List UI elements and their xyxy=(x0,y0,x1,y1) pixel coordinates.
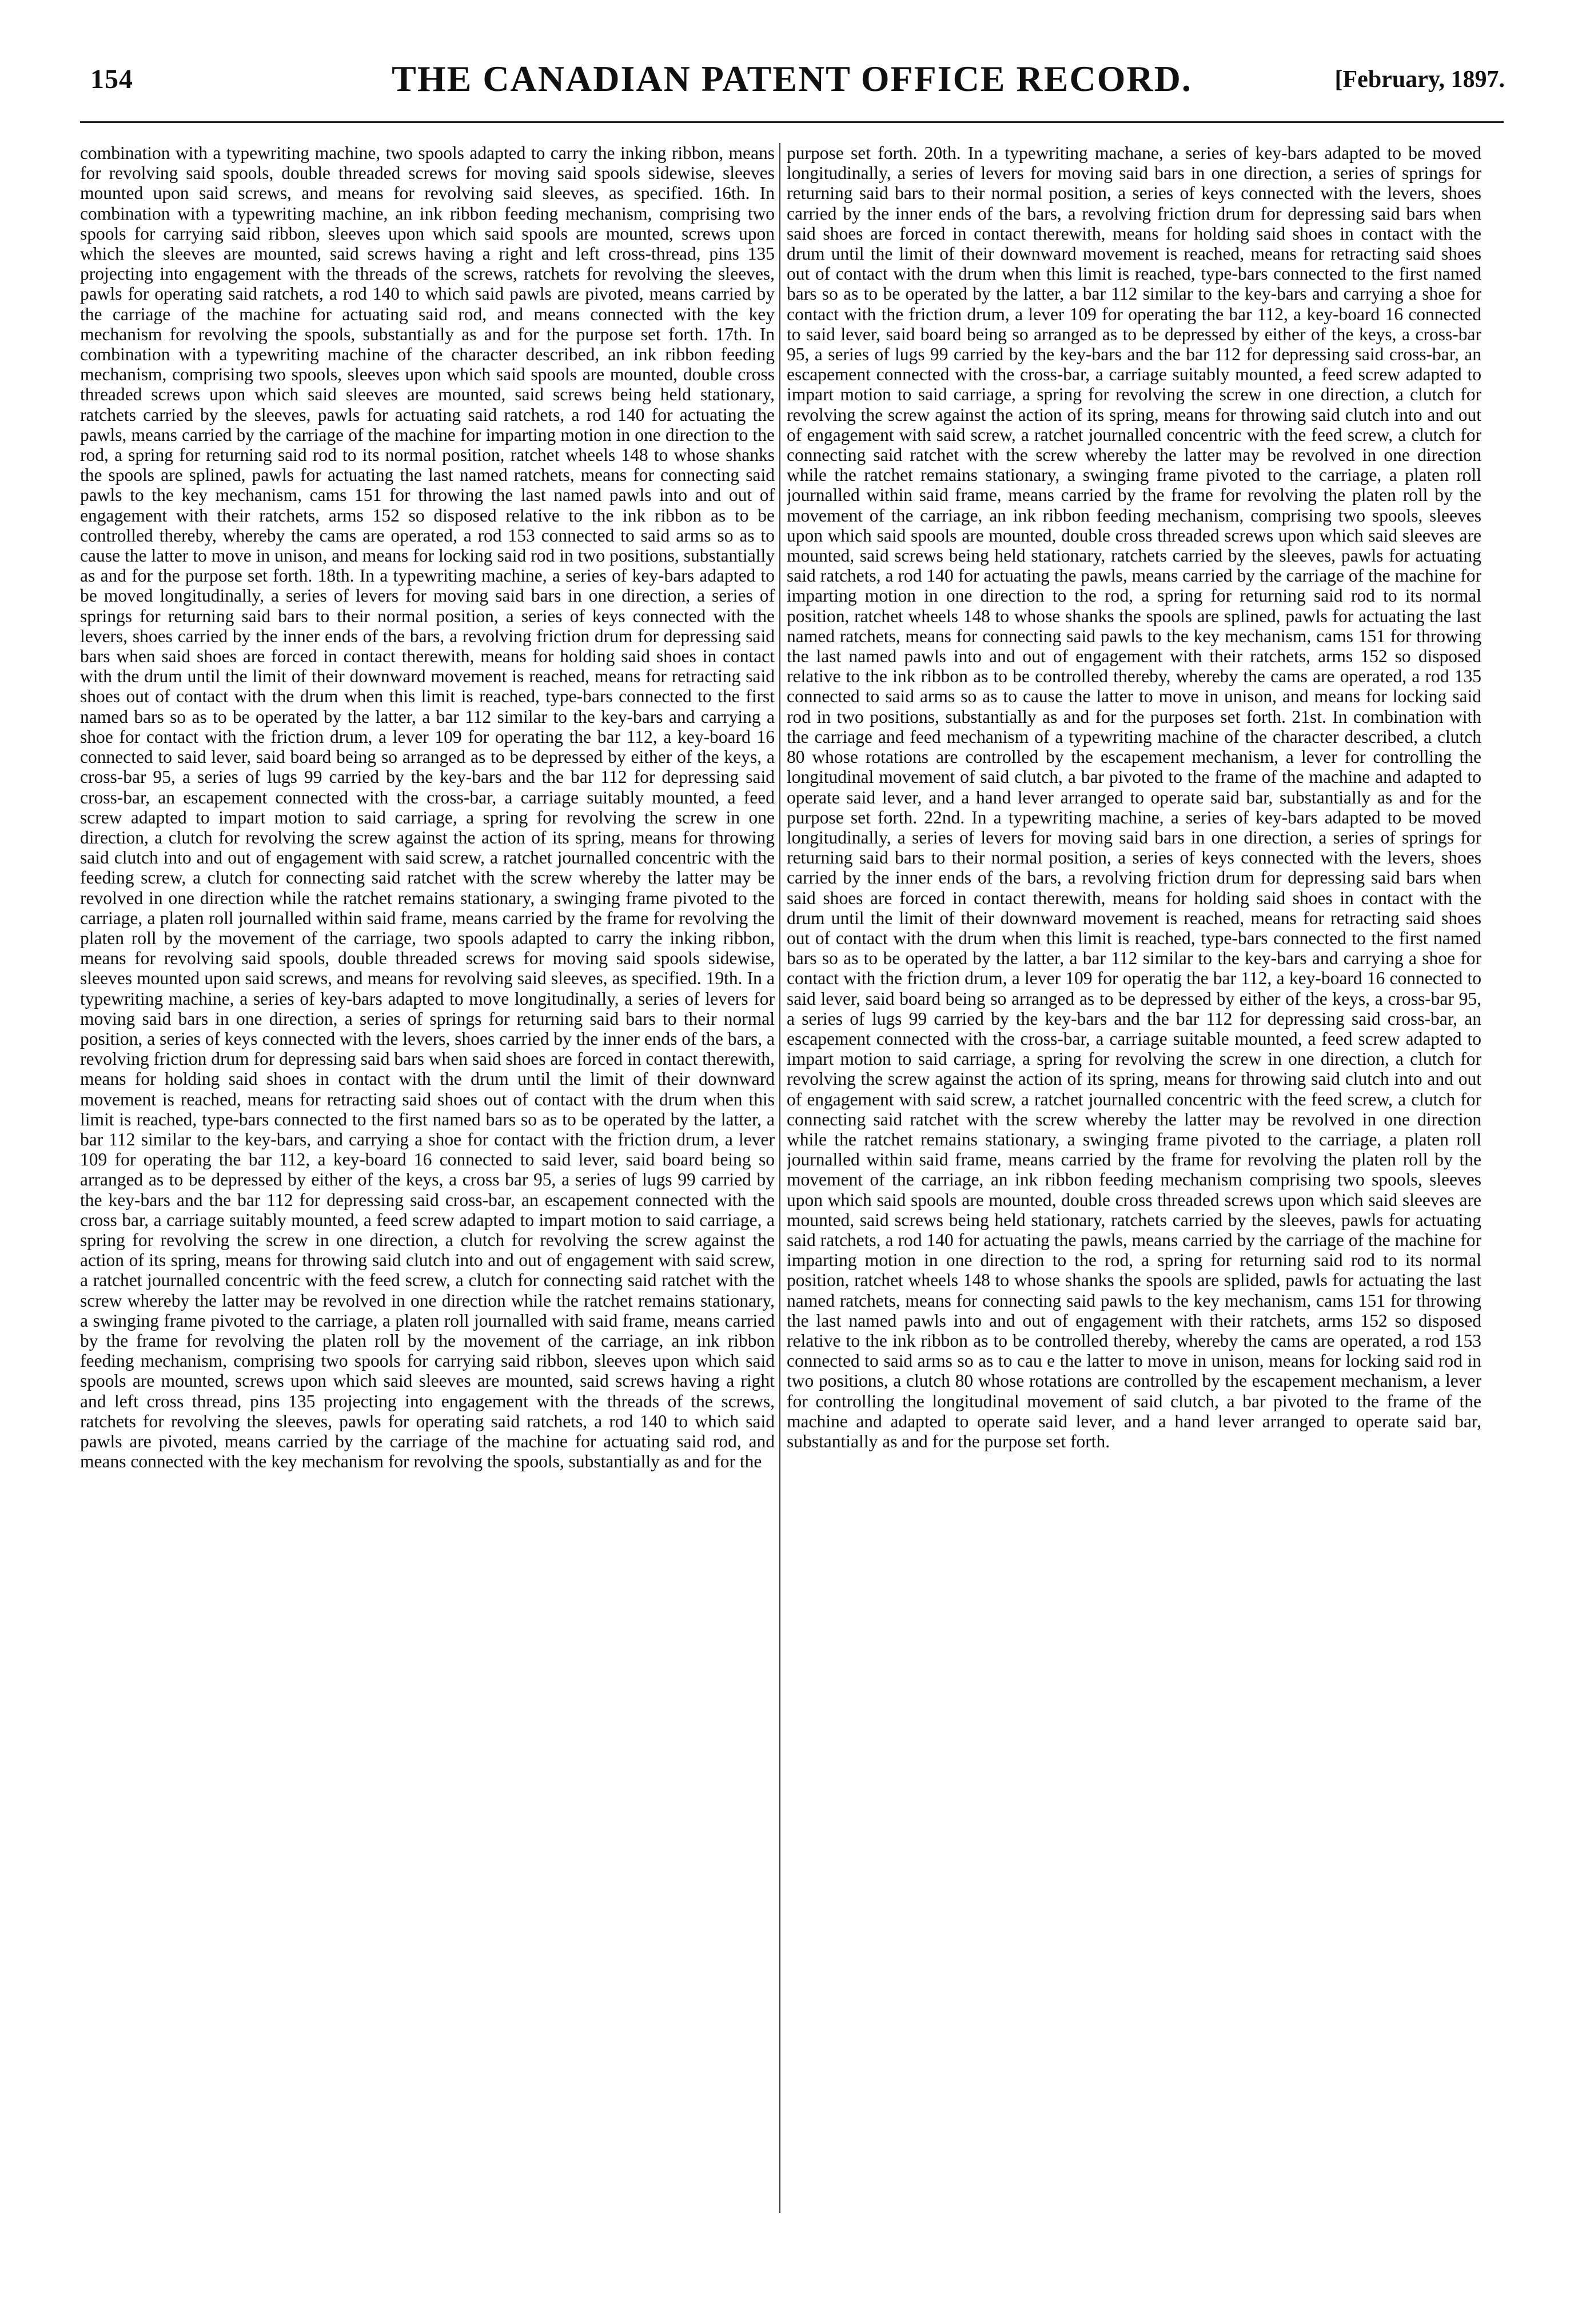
page-header xyxy=(74,54,1509,112)
issue-date: [February, 1897. xyxy=(1334,66,1505,93)
right-column xyxy=(787,143,1481,2219)
left-column xyxy=(80,143,775,2219)
column-divider xyxy=(779,143,780,2213)
right-column-text: purpose set forth. 20th. In a typewriting machane, a series of key-bars adapted to be moved longitudinally, a series of levers for moving said bars in one direction, a series of springs for returning said bars to their normal position, a series of keys connected with the levers, shoes carried by the inner ends of the bars, a revolving friction drum for depressing said bars when said shoes are forced in contact therewith, means for holding said shoes in contact with the drum until the limit of their downward movement is reached, means for retracting said shoes out of contact with the drum when this limit is reached, type-bars connected to the first named bars so as to be operated by the latter, a bar 112 similar to the key-bars and carrying a shoe for contact with the friction drum, a lever 109 for operating the bar 112, a key-board 16 connected to said lever, said board being so arranged as to be depressed by either of the keys, a cross-bar 95, a series of lugs 99 carried by the key-bars and the bar 112 for depressing said cross-bar, an escapement connected with the cross-bar, a carriage suitably mounted, a feed screw adapted to impart motion to said carriage, a spring for revolving the screw in one direction, a clutch for revolving the screw against the action of its spring, means for throwing said clutch into and out of engagement with said screw, a ratchet journalled concentric with the feed screw, a clutch for connecting said ratchet with the screw whereby the latter may be revolved in one direction while the ratchet remains stationary, a swinging frame pivoted to the carriage, a platen roll journalled within said frame, means carried by the frame for revolving the platen roll by the movement of the carriage, an ink ribbon feeding mechanism, comprising two spools, sleeves upon which said spools are mounted, double cross threaded screws upon which said sleeves are mounted, said screws being held stationary, ratchets carried by the sleeves, pawls for actuating said ratchets, a rod 140 for actuating the pawls, means carried by the carriage of the machine for imparting motion in one direction to the rod, a spring for returning said rod to its normal position, ratchet wheels 148 to whose shanks the spools are splined, pawls for actuating the last named ratchets, means for connecting said pawls to the key mechanism, cams 151 for throwing the last named pawls into and out of engagement with their ratchets, arms 152 so disposed relative to the ink ribbon as to be controlled thereby, whereby the cams are operated, a rod 135 connected to said arms so as to cause the latter to move in unison, and means for locking said rod in two positions, substantially as and for the purposes set forth. 21st. In combination with the carriage and feed mechanism of a typewriting machine of the character described, a clutch 80 whose rotations are controlled by the escapement mechanism, a lever for controlling the longitudinal movement of said clutch, a bar pivoted to the frame of the machine and adapted to operate said lever, and a hand lever arranged to operate said bar, substantially as and for the purpose set forth. 22nd. In a typewriting machine, a series of key-bars adapted to be moved longitudinally, a series of levers for moving said bars in one direction, a series of springs for returning said bars to their normal position, a series of keys connected with the levers, shoes carried by the inner ends of the bars, a revolving friction drum for depressing said bars when said shoes are forced in contact therewith, means for holding said shoes in contact with the drum until the limit of their downward movement is reached, means for retracting said shoes out of contact with the drum when this limit is reached, type-bars connected to the first named bars so as to be operated by the latter, a bar 112 similar to the key-bars and carrying a shoe for contact with the friction drum, a lever 109 for operatig the bar 112, a key-board 16 connected to said lever, said board being so arranged as to be depressed by either of the keys, a cross-bar 95, a series of lugs 99 carried by the key-bars and the bar 112 for depressing said cross-bar, an escapement connected with the cross-bar, a carriage suitable mounted, a feed screw adapted to impart motion to said carriage, a spring for revolving the screw in one direction, a clutch for revolving the screw against the action of its spring, means for throwing said clutch into and out of engagement with said screw, a ratchet journalled concentric with the feed screw, a clutch for connecting said ratchet with the screw whereby the latter may be revolved in one direction while the ratchet remains stationary, a swinging frame pivoted to the carriage, a platen roll journalled within said frame, means carried by the frame for revolving the platen roll by the movement of the carriage, an ink ribbon feeding mechanism comprising two spools, sleeves upon which said spools are mounted, double cross threaded screws upon which said sleeves are mounted, said screws being held stationary, ratchets carried by the sleeves, pawls for actuating said ratchets, a rod 140 for actuating the pawls, means carried by the carriage of the machine for imparting motion in one direction to the rod, a spring for returning said rod to its normal position, ratchet wheels 148 to whose shanks the spools are splided, pawls for actuating the last named ratchets, means for connecting said pawls to the key mechanism, cams 151 for throwing the last named pawls into and out of engagement with their ratchets, arms 152 so disposed relative to the ink ribbon as to be controlled thereby, whereby the cams are operated, a rod 153 connected to said arms so as to cau e the latter to move in unison, means for locking said rod in two positions, a clutch 80 whose rotations are controlled by the escapement mechanism, a lever for controlling the longitudinal movement of said clutch, a bar pivoted to the frame of the machine and adapted to operate said lever, and a hand lever arranged to operate said bar, substantially as and for the purpose set forth. xyxy=(787,143,1481,1451)
header-rule xyxy=(80,121,1504,123)
left-column-text: combination with a typewriting machine, two spools adapted to carry the inking ribbon, means for revolving said spools, double threaded screws for moving said spools sidewise, sleeves mounted upon said screws, and means for revolving said sleeves, as specified. 16th. In combination with a typewriting machine, an ink ribbon feeding mechanism, comprising two spools for carrying said ribbon, sleeves upon which said spools are mounted, screws upon which the sleeves are mounted, said screws having a right and left cross-thread, pins 135 projecting into engagement with the threads of the screws, ratchets for revolving the sleeves, pawls for operating said ratchets, a rod 140 to which said pawls are pivoted, means carried by the carriage of the machine for actuating said rod, and means connected with the key mechanism for revolving the spools, substantially as and for the purpose set forth. 17th. In combination with a typewriting machine of the character described, an ink ribbon feeding mechanism, comprising two spools, sleeves upon which said spools are mounted, double cross threaded screws upon which said sleeves are mounted, said screws being held stationary, ratchets carried by the sleeves, pawls for actuating said ratchets, a rod 140 for actuating the pawls, means carried by the carriage of the machine for imparting motion in one direction to the rod, a spring for returning said rod to its normal position, ratchet wheels 148 to whose shanks the spools are splined, pawls for actuating the last named ratchets, means for connecting said pawls to the key mechanism, cams 151 for throwing the last named pawls into and out of engagement with their ratchets, arms 152 so disposed relative to the ink ribbon as to be controlled thereby, whereby the cams are operated, a rod 153 connected to said arms so as to cause the latter to move in unison, and means for locking said rod in two positions, substantially as and for the purpose set forth. 18th. In a typewriting machine, a series of key-bars adapted to be moved longitudinally, a series of levers for moving said bars in one direction, a series of springs for returning said bars to their normal position, a series of keys connected with the levers, shoes carried by the inner ends of the bars, a revolving friction drum for depressing said bars when said shoes are forced in contact therewith, means for holding said shoes in contact with the drum until the limit of their downward movement is reached, means for retracting said shoes out of contact with the drum when this limit is reached, type-bars connected to the first named bars so as to be operated by the latter, a bar 112 similar to the key-bars and carrying a shoe for contact with the friction drum, a lever 109 for operating the bar 112, a key-board 16 connected to said lever, said board being so arranged as to be depressed by either of the keys, a cross-bar 95, a series of lugs 99 carried by the key-bars and the bar 112 for depressing said cross-bar, an escapement connected with the cross-bar, a carriage suitably mounted, a feed screw adapted to impart motion to said carriage, a spring for revolving the screw in one direction, a clutch for revolving the screw against the action of its spring, means for throwing said clutch into and out of engagement with said screw, a ratchet journalled concentric with the feeding screw, a clutch for connecting said ratchet with the screw whereby the latter may be revolved in one direction while the ratchet remains stationary, a swinging frame pivoted to the carriage, a platen roll journalled within said frame, means carried by the frame for revolving the platen roll by the movement of the carriage, two spools adapted to carry the inking ribbon, means for revolving said spools, double threaded screws for moving said spools sidewise, sleeves mounted upon said screws, and means for revolving said sleeves, as specified. 19th. In a typewriting machine, a series of key-bars adapted to move longitudinally, a series of levers for moving said bars in one direction, a series of springs for returning said bars to their normal position, a series of keys connected with the levers, shoes carried by the inner ends of the bars, a revolving friction drum for depressing said bars when said shoes are forced in contact therewith, means for holding said shoes in contact with the drum until the limit of their downward movement is reached, means for retracting said shoes out of contact with the drum when this limit is reached, type-bars connected to the first named bars so as to be operated by the latter, a bar 112 similar to the key-bars, and carrying a shoe for contact with the friction drum, a lever 109 for operating the bar 112, a key-board 16 connected to said lever, said board being so arranged as to be depressed by either of the keys, a cross bar 95, a series of lugs 99 carried by the key-bars and the bar 112 for depressing said cross-bar, an escapement connected with the cross bar, a carriage suitably mounted, a feed screw adapted to impart motion to said carriage, a spring for revolving the screw in one direction, a clutch for revolving the screw against the action of its spring, means for throwing said clutch into and out of engagement with said screw, a ratchet journalled concentric with the feed screw, a clutch for connecting said ratchet with the screw whereby the latter may be revolved in one direction while the ratchet remains stationary, a swinging frame pivoted to the carriage, a platen roll journalled with said frame, means carried by the frame for revolving the platen roll by the movement of the carriage, an ink ribbon feeding mechanism, comprising two spools for carrying said ribbon, sleeves upon which said spools are mounted, screws upon which said sleeves are mounted, said screws having a right and left cross thread, pins 135 projecting into engagement with the threads of the screws, ratchets for revolving the sleeves, pawls for operating said ratchets, a rod 140 to which said pawls are pivoted, means carried by the carriage of the machine for actuating said rod, and means connected with the key mechanism for revolving the spools, substantially as and for the xyxy=(80,143,775,1472)
journal-title: THE CANADIAN PATENT OFFICE RECORD. xyxy=(392,58,1192,99)
page-number: 154 xyxy=(90,64,133,94)
